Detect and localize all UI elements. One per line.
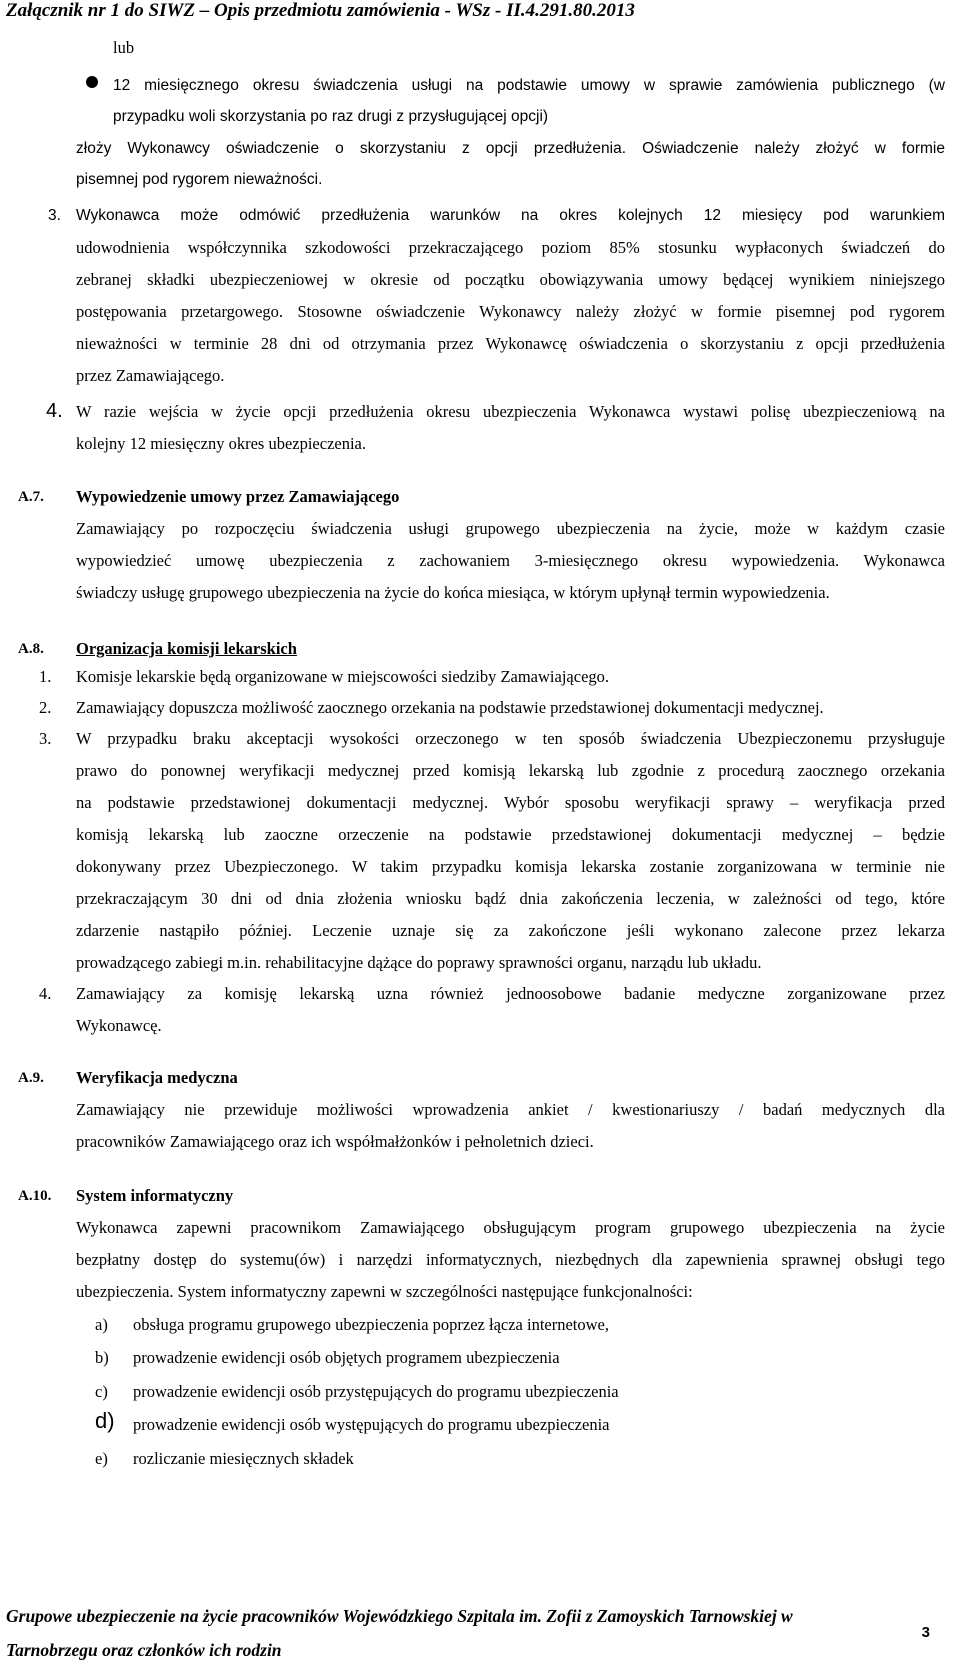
paragraph-line: zebranej składki ubezpieczeniowej w okresie od początku obowiązywania umowy będącej wynikiem niniejszego (76, 270, 945, 289)
paragraph-line: W przypadku braku akceptacji wysokości orzeczonego w ten sposób świadczenia Ubezpieczonemu przysługuje (76, 729, 945, 748)
section-number: A.10. (18, 1188, 52, 1204)
paragraph-line: postępowania przetargowego. Stosowne oświadczenie Wykonawcy należy złożyć w formie pisemnej pod rygorem (76, 302, 945, 321)
footer-line-1: Grupowe ubezpieczenie na życie pracowników Wojewódzkiego Szpitala im. Zofii z Zamoyskich Tarnowskiej w (6, 1606, 793, 1626)
paragraph-line: W razie wejścia w życie opcji przedłużenia okresu ubezpieczenia Wykonawca wystawi polisę ubezpieczeniową na (76, 402, 945, 421)
paragraph-line: Wykonawca zapewni pracownikom Zamawiającego obsługującym program grupowego ubezpieczenia na życie (76, 1218, 945, 1237)
bullet-icon (86, 76, 98, 88)
page-number: 3 (921, 1624, 930, 1641)
lub-text: lub (113, 38, 135, 57)
list-item: obsługa programu grupowego ubezpieczenia poprzez łącza internetowe, (133, 1315, 609, 1334)
section-number: A.8. (18, 641, 44, 657)
paragraph-line: Zamawiający za komisję lekarską uzna również jednoosobowe badanie medyczne zorganizowane przez (76, 984, 945, 1003)
paragraph-line: udowodnienia współczynnika szkodowości przekraczającego poziom 85% stosunku wypłaconych świadczeń do (76, 238, 945, 257)
paragraph-line: prawo do ponownej weryfikacji medycznej przed komisją lekarską lub zgodnie z procedurą zaocznego orzekania (76, 761, 945, 780)
intro-line-4: pisemnej pod rygorem nieważności. (76, 171, 323, 188)
list-item: prowadzenie ewidencji osób występujących do programu ubezpieczenia (133, 1415, 610, 1434)
paragraph-line: dokonywany przez Ubezpieczonego. W takim przypadku komisja lekarska zostanie zorganizowana w terminie nie (76, 857, 945, 876)
paragraph-line: kolejny 12 miesięczny okres ubezpieczenia. (76, 434, 367, 453)
paragraph-line: pracowników Zamawiającego oraz ich współmałżonków i pełnoletnich dzieci. (76, 1132, 594, 1151)
paragraph-line: bezpłatny dostęp do systemu(ów) i narzędzi informatycznych, niezbędnych dla zapewnienia sprawnej obsługi tego (76, 1250, 945, 1269)
bullet-line-1: 12 miesięcznego okresu świadczenia usługi na podstawie umowy w sprawie zamówienia publicznego (w (113, 77, 945, 94)
item-number: 4. (39, 984, 52, 1003)
paragraph-line: Zamawiający po rozpoczęciu świadczenia usługi grupowego ubezpieczenia na życie, może w każdym czasie (76, 519, 945, 538)
paragraph-line: Komisje lekarskie będą organizowane w miejscowości siedziby Zamawiającego. (76, 667, 610, 686)
section-title: Weryfikacja medyczna (76, 1068, 238, 1087)
document-header: Załącznik nr 1 do SIWZ – Opis przedmiotu zamówienia - WSz - II.4.291.80.2013 (6, 0, 635, 21)
list-marker: c) (95, 1382, 108, 1401)
list-item: rozliczanie miesięcznych składek (133, 1449, 354, 1468)
list-marker: a) (95, 1315, 108, 1334)
paragraph-line: wypowiedzieć umowę ubezpieczenia z zachowaniem 3-miesięcznego okresu wypowiedzenia. Wykonawca (76, 551, 945, 570)
section-title: System informatyczny (76, 1186, 234, 1205)
paragraph-line: na podstawie przedstawionej dokumentacji medycznej. Wybór sposobu weryfikacji sprawy – weryfikacja przed (76, 793, 945, 812)
paragraph-line: Zamawiający nie przewiduje możliwości wprowadzenia ankiet / kwestionariuszy / badań medycznych dla (76, 1100, 945, 1119)
paragraph-line: przez Zamawiającego. (76, 366, 225, 385)
item-number: 1. (39, 667, 52, 686)
footer-line-2: Tarnobrzegu oraz członków ich rodzin (6, 1640, 282, 1660)
section-number: A.7. (18, 489, 44, 505)
paragraph-line: komisją lekarską lub zaoczne orzeczenie na podstawie przedstawionej dokumentacji medycznej – będzie (76, 825, 945, 844)
list-marker: b) (95, 1348, 109, 1367)
item-number: 3. (48, 207, 61, 224)
paragraph-line: Wykonawcę. (76, 1016, 162, 1035)
paragraph-line: ubezpieczenia. System informatyczny zapewni w szczególności następujące funkcjonalności: (76, 1282, 693, 1301)
list-item: prowadzenie ewidencji osób objętych programem ubezpieczenia (133, 1348, 560, 1367)
list-marker: d) (95, 1408, 115, 1433)
intro-line-3: złoży Wykonawcy oświadczenie o skorzystaniu z opcji przedłużenia. Oświadczenie należy złożyć w formie (76, 140, 945, 157)
section-title: Organizacja komisji lekarskich (76, 639, 297, 658)
paragraph-line: Zamawiający dopuszcza możliwość zaocznego orzekania na podstawie przedstawionej dokumentacji medycznej. (76, 698, 824, 717)
paragraph-line: zdarzenie nastąpiło później. Leczenie uznaje się za zakończone jeśli wykonano zalecone przez lekarza (76, 921, 945, 940)
section-number: A.9. (18, 1070, 44, 1086)
section-title: Wypowiedzenie umowy przez Zamawiającego (76, 487, 400, 506)
paragraph-line: świadczy usługę grupowego ubezpieczenia na życie do końca miesiąca, w którym upłynął termin wypowiedzenia. (76, 583, 830, 602)
list-marker: e) (95, 1449, 108, 1468)
item-number: 3. (39, 729, 52, 748)
list-item: prowadzenie ewidencji osób przystępujących do programu ubezpieczenia (133, 1382, 619, 1401)
paragraph-line: prowadzącego zabiegi m.in. rehabilitacyjne dążące do poprawy sprawności organu, narządu lub układu. (76, 953, 762, 972)
paragraph-line: nieważności w terminie 28 dni od otrzymania przez Wykonawcę oświadczenia o skorzystaniu z opcji przedłużenia (76, 334, 945, 353)
item-number: 4. (46, 400, 63, 422)
bullet-line-2: przypadku woli skorzystania po raz drugi z przysługującej opcji) (113, 108, 549, 125)
item-number: 2. (39, 698, 52, 717)
paragraph-line: przekraczającym 30 dni od dnia złożenia wniosku bądź dnia zakończenia leczenia, w zależności od tego, które (76, 889, 945, 908)
paragraph-line: Wykonawca może odmówić przedłużenia warunków na okres kolejnych 12 miesięcy pod warunkiem (76, 207, 945, 224)
